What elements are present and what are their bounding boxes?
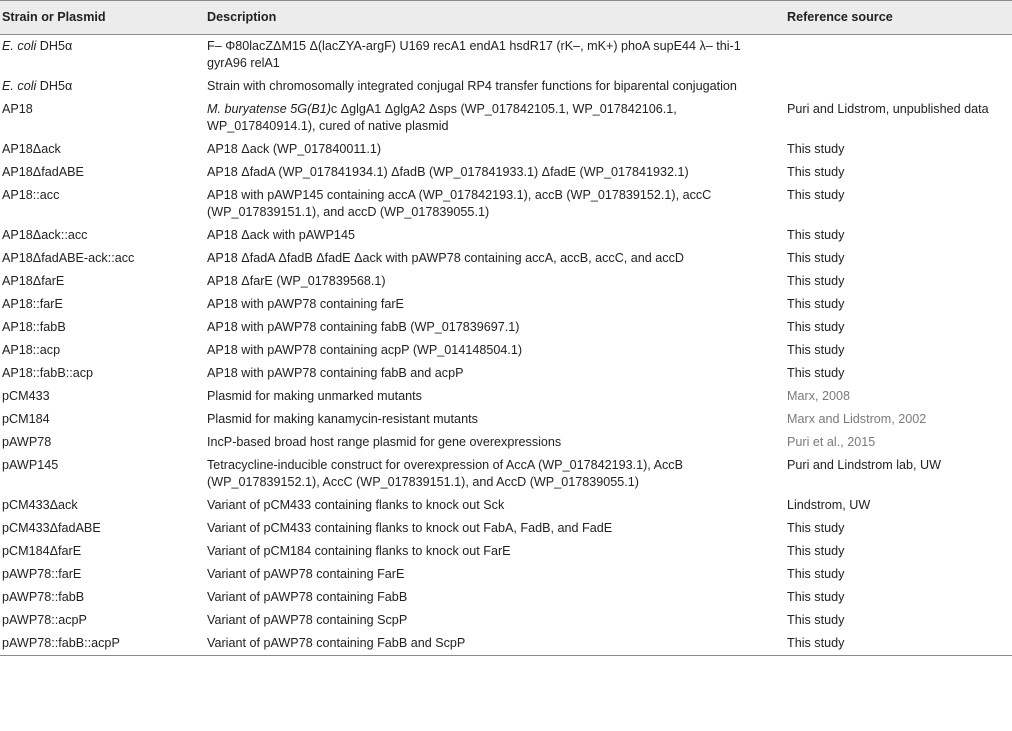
strain-name: pAWP78::farE (2, 567, 82, 581)
strain-name-cell (0, 161, 205, 184)
table-row (0, 540, 1012, 563)
reference-cell (785, 494, 1012, 517)
table-row (0, 224, 1012, 247)
description-text: Plasmid for making unmarked mutants (207, 389, 422, 403)
reference-text: This study (787, 567, 845, 581)
reference-text: Puri and Lidstrom, unpublished data (787, 102, 989, 116)
reference-cell (785, 540, 1012, 563)
description-cell (205, 98, 785, 138)
strain-name-cell (0, 98, 205, 138)
description-cell (205, 270, 785, 293)
description-cell (205, 75, 785, 98)
reference-cell (785, 35, 1012, 76)
description-text: Variant of pAWP78 containing FarE (207, 567, 405, 581)
strain-name-cell (0, 385, 205, 408)
strain-name-cell (0, 586, 205, 609)
description-text: AP18 with pAWP78 containing fabB and acpP (207, 366, 464, 380)
reference-cell (785, 563, 1012, 586)
strain-name: AP18::acc (2, 188, 60, 202)
table-row (0, 586, 1012, 609)
strain-name: AP18::acp (2, 343, 61, 357)
reference-cell (785, 224, 1012, 247)
strain-name: pCM433ΔfadABE (2, 521, 101, 535)
strain-name: AP18::farE (2, 297, 63, 311)
reference-text: This study (787, 613, 845, 627)
table-row (0, 293, 1012, 316)
reference-text: Lindstrom, UW (787, 498, 871, 512)
strain-name: pCM433Δack (2, 498, 78, 512)
strain-name: AP18ΔfadABE (2, 165, 84, 179)
description-cell (205, 540, 785, 563)
strain-name: DH5α (36, 39, 73, 53)
strain-name-cell (0, 184, 205, 224)
header-description: Description (205, 1, 785, 35)
description-cell (205, 517, 785, 540)
strain-name-cell (0, 494, 205, 517)
strain-name-cell (0, 431, 205, 454)
strain-name: AP18ΔfadABE-ack::acc (2, 251, 135, 265)
strain-name: pAWP78 (2, 435, 52, 449)
table-row (0, 98, 1012, 138)
description-cell (205, 408, 785, 431)
description-text: AP18 Δack (WP_017840011.1) (207, 142, 382, 156)
description-cell (205, 339, 785, 362)
description-cell (205, 138, 785, 161)
strain-name-cell (0, 35, 205, 76)
table-row (0, 339, 1012, 362)
reference-link[interactable]: Puri et al., 2015 (787, 435, 876, 449)
description-italic: M. buryatense 5G(B1) (207, 102, 331, 116)
strain-name-cell (0, 138, 205, 161)
description-text: AP18 with pAWP78 containing fabB (WP_017839697.1) (207, 320, 520, 334)
strain-name: AP18::fabB (2, 320, 66, 334)
reference-text: This study (787, 188, 845, 202)
description-text: AP18 with pAWP78 containing farE (207, 297, 404, 311)
reference-cell (785, 316, 1012, 339)
strain-name: pAWP145 (2, 458, 59, 472)
strain-name: AP18::fabB::acp (2, 366, 94, 380)
table-row (0, 161, 1012, 184)
strain-name: pAWP78::fabB::acpP (2, 636, 120, 650)
table-row (0, 632, 1012, 656)
strain-name-cell (0, 563, 205, 586)
strain-name: pCM184ΔfarE (2, 544, 82, 558)
reference-cell (785, 98, 1012, 138)
description-text: Variant of pCM433 containing flanks to knock out FabA, FadB, and FadE (207, 521, 613, 535)
strain-name: AP18Δack (2, 142, 61, 156)
header-reference-source: Reference source (785, 1, 1012, 35)
table-header (0, 1, 1012, 35)
table-row (0, 609, 1012, 632)
description-text: Variant of pCM433 containing flanks to knock out Sck (207, 498, 505, 512)
strain-name-cell (0, 270, 205, 293)
description-text: c ΔglgA1 ΔglgA2 Δsps (WP_017842105.1, WP_017842106.1, WP_017840914.1), cured of native plasmid (207, 102, 677, 133)
reference-cell (785, 75, 1012, 98)
reference-text: This study (787, 228, 845, 242)
strain-name-cell (0, 247, 205, 270)
description-cell (205, 431, 785, 454)
reference-text: This study (787, 297, 845, 311)
table-row (0, 494, 1012, 517)
reference-text: This study (787, 165, 845, 179)
description-cell (205, 316, 785, 339)
description-cell (205, 454, 785, 494)
strain-name: AP18Δack::acc (2, 228, 88, 242)
description-cell (205, 35, 785, 76)
table-row (0, 517, 1012, 540)
reference-text: This study (787, 142, 845, 156)
reference-cell (785, 385, 1012, 408)
strain-name-cell (0, 316, 205, 339)
table-row (0, 247, 1012, 270)
reference-cell (785, 454, 1012, 494)
strain-name-cell (0, 224, 205, 247)
description-cell (205, 161, 785, 184)
description-cell (205, 494, 785, 517)
table-row (0, 35, 1012, 76)
strain-name-cell (0, 293, 205, 316)
table-row (0, 75, 1012, 98)
strain-name-cell (0, 408, 205, 431)
reference-cell (785, 138, 1012, 161)
table-row (0, 385, 1012, 408)
description-text: IncP-based broad host range plasmid for gene overexpressions (207, 435, 562, 449)
strain-name-cell (0, 540, 205, 563)
reference-text: Puri and Lindstrom lab, UW (787, 458, 941, 472)
reference-cell (785, 339, 1012, 362)
description-text: Variant of pAWP78 containing FabB (207, 590, 408, 604)
reference-cell (785, 586, 1012, 609)
strain-name: AP18ΔfarE (2, 274, 65, 288)
reference-cell (785, 293, 1012, 316)
description-cell (205, 224, 785, 247)
header-row (0, 1, 1012, 35)
description-text: Variant of pCM184 containing flanks to knock out FarE (207, 544, 511, 558)
reference-text: This study (787, 251, 845, 265)
table-row (0, 563, 1012, 586)
reference-cell (785, 247, 1012, 270)
reference-text: This study (787, 343, 845, 357)
header-strain-or-plasmid: Strain or Plasmid (0, 1, 205, 35)
description-cell (205, 293, 785, 316)
description-cell (205, 362, 785, 385)
description-cell (205, 385, 785, 408)
description-text: Tetracycline-inducible construct for overexpression of AccA (WP_017842193.1), AccB (WP_017839152.1), AccC (WP_017839151.1), and AccD (WP_017839055.1) (207, 458, 684, 489)
description-text: AP18 ΔfarE (WP_017839568.1) (207, 274, 386, 288)
description-text: Strain with chromosomally integrated conjugal RP4 transfer functions for biparental conjugation (207, 79, 737, 93)
reference-cell (785, 184, 1012, 224)
reference-cell (785, 161, 1012, 184)
description-text: AP18 with pAWP145 containing accA (WP_017842193.1), accB (WP_017839152.1), accC (WP_017839151.1), and accD (WP_017839055.1) (207, 188, 712, 219)
table-body (0, 35, 1012, 656)
reference-cell (785, 517, 1012, 540)
description-cell (205, 609, 785, 632)
description-text: Plasmid for making kanamycin-resistant mutants (207, 412, 478, 426)
description-text: Variant of pAWP78 containing FabB and ScpP (207, 636, 466, 650)
strain-name: DH5α (36, 79, 73, 93)
strain-name: pAWP78::fabB (2, 590, 85, 604)
table-row (0, 316, 1012, 339)
table-row (0, 270, 1012, 293)
strain-name-cell (0, 454, 205, 494)
strain-name-cell (0, 362, 205, 385)
reference-text: This study (787, 636, 845, 650)
description-text: Variant of pAWP78 containing ScpP (207, 613, 408, 627)
description-cell (205, 586, 785, 609)
reference-text: This study (787, 320, 845, 334)
strain-species-italic: E. coli (2, 79, 37, 93)
reference-cell (785, 609, 1012, 632)
reference-text: This study (787, 590, 845, 604)
reference-link[interactable]: Marx and Lidstrom, 2002 (787, 412, 927, 426)
table-row (0, 431, 1012, 454)
reference-cell (785, 362, 1012, 385)
strain-name: pAWP78::acpP (2, 613, 87, 627)
strain-name-cell (0, 339, 205, 362)
reference-text: This study (787, 521, 845, 535)
table-row (0, 138, 1012, 161)
reference-text: This study (787, 544, 845, 558)
reference-cell (785, 270, 1012, 293)
description-text: F– Φ80lacZΔM15 Δ(lacZYA-argF) U169 recA1 endA1 hsdR17 (rK–, mK+) phoA supE44 λ– thi-1 gyrA96 relA1 (207, 39, 741, 70)
description-text: AP18 with pAWP78 containing acpP (WP_014148504.1) (207, 343, 523, 357)
strain-name: pCM433 (2, 389, 50, 403)
strain-name-cell (0, 75, 205, 98)
reference-text: This study (787, 274, 845, 288)
reference-cell (785, 431, 1012, 454)
strain-name-cell (0, 517, 205, 540)
reference-link[interactable]: Marx, 2008 (787, 389, 850, 403)
description-cell (205, 184, 785, 224)
strain-species-italic: E. coli (2, 39, 37, 53)
description-cell (205, 563, 785, 586)
strain-name-cell (0, 632, 205, 656)
reference-cell (785, 632, 1012, 656)
description-text: AP18 Δack with pAWP145 (207, 228, 355, 242)
table-row (0, 362, 1012, 385)
description-text: AP18 ΔfadA (WP_017841934.1) ΔfadB (WP_017841933.1) ΔfadE (WP_017841932.1) (207, 165, 689, 179)
strain-name: pCM184 (2, 412, 50, 426)
table-row (0, 408, 1012, 431)
description-text: AP18 ΔfadA ΔfadB ΔfadE Δack with pAWP78 containing accA, accB, accC, and accD (207, 251, 684, 265)
table-row (0, 184, 1012, 224)
table-row (0, 454, 1012, 494)
reference-text: This study (787, 366, 845, 380)
strain-name: AP18 (2, 102, 33, 116)
reference-cell (785, 408, 1012, 431)
description-cell (205, 632, 785, 656)
description-cell (205, 247, 785, 270)
strain-name-cell (0, 609, 205, 632)
